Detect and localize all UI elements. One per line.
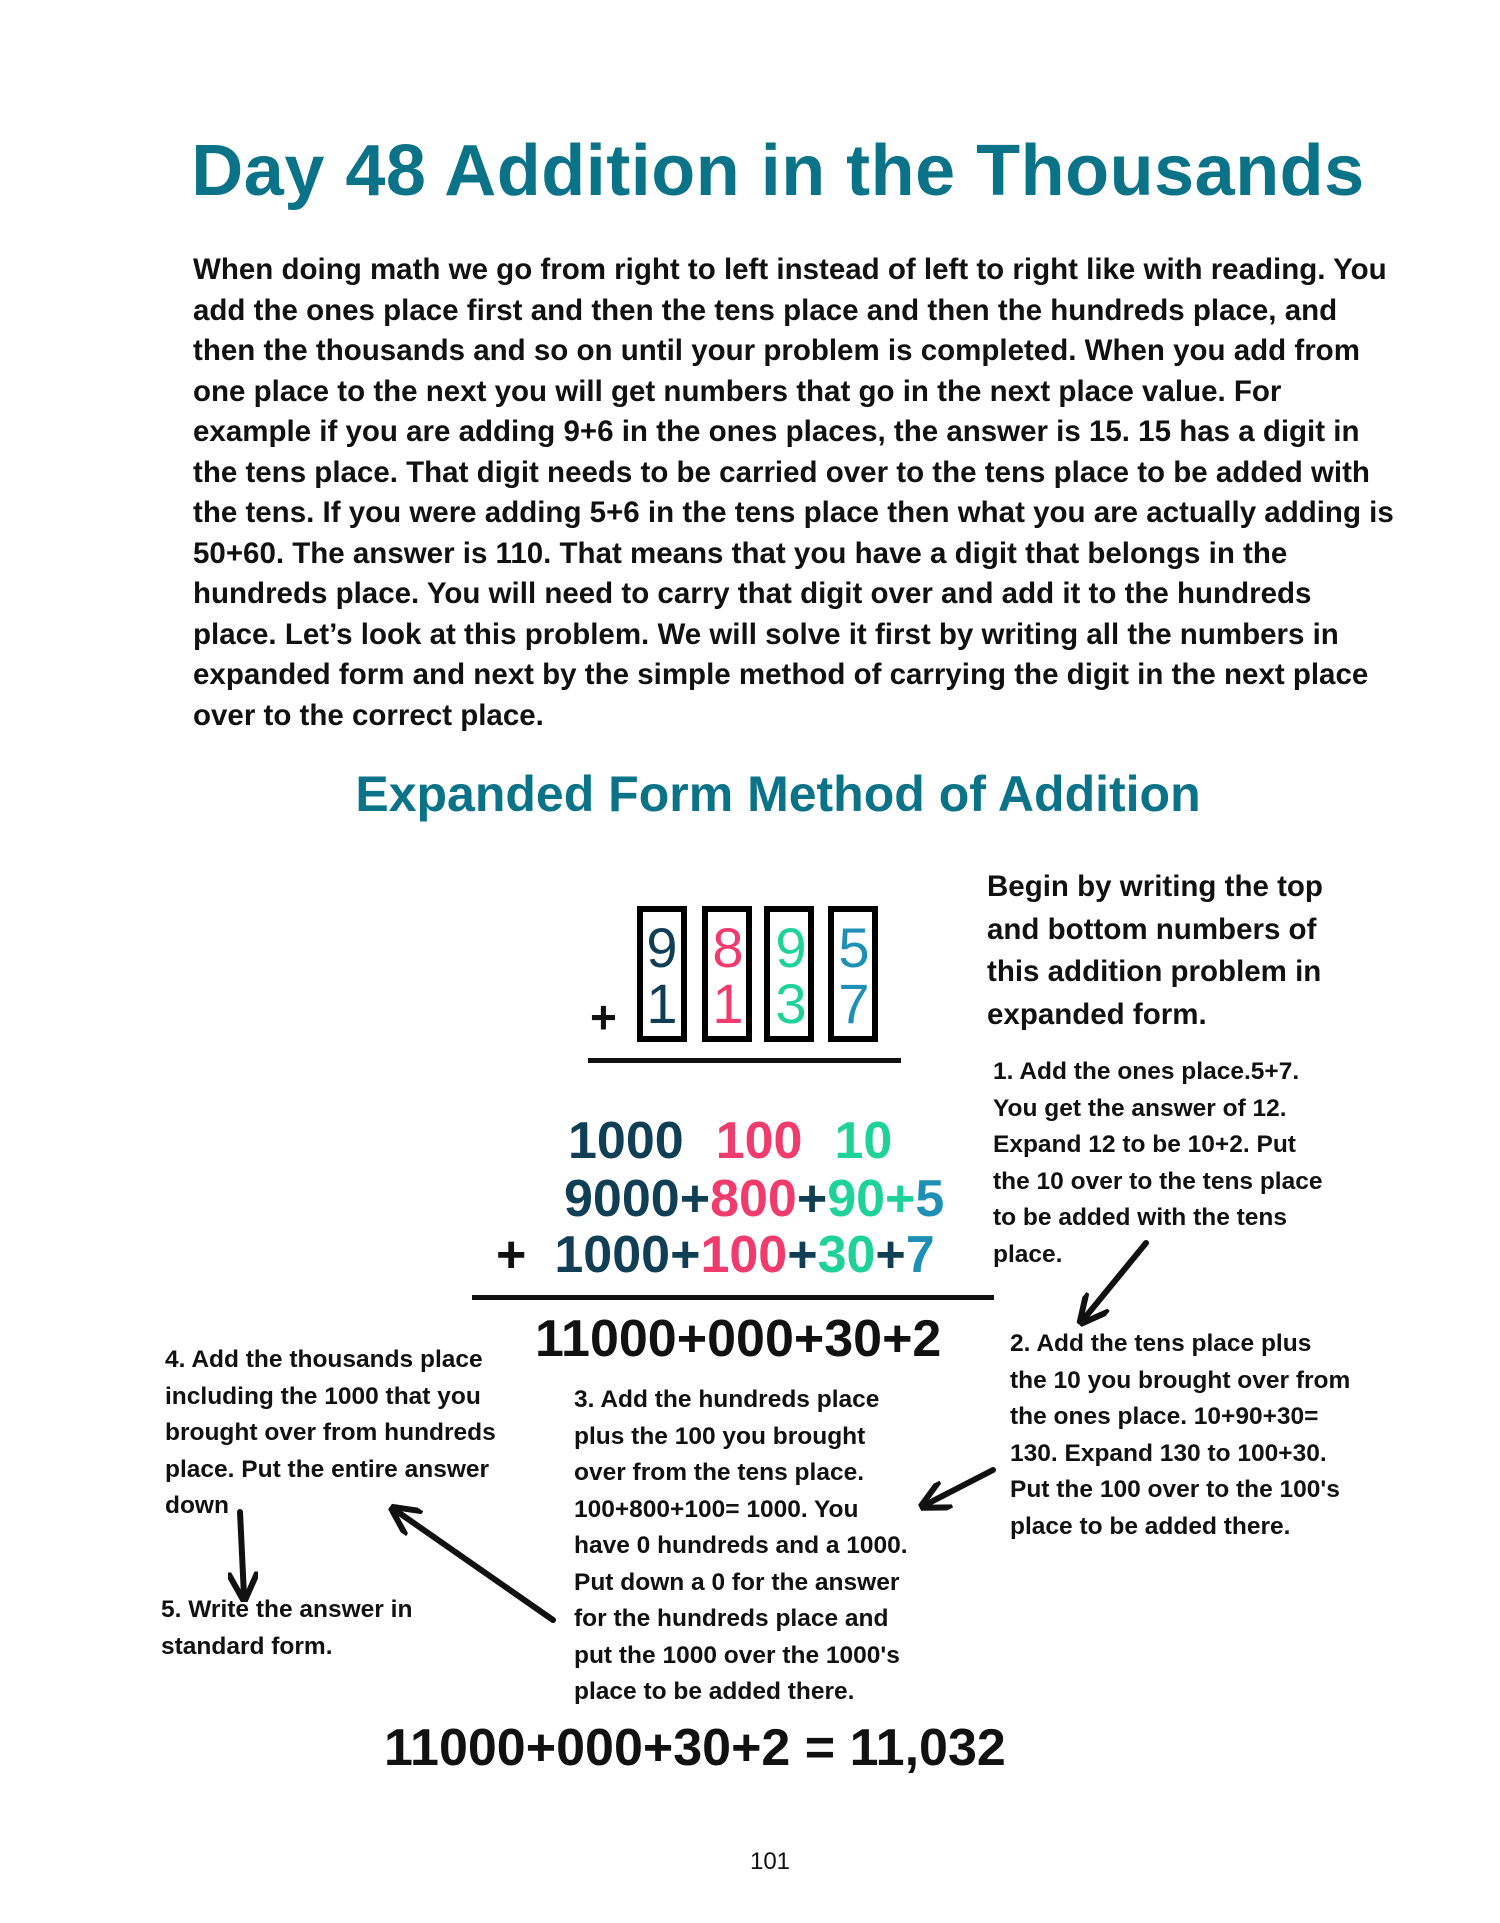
intro-line: then the thousands and so on until your problem is completed. When you add from [193, 334, 1360, 367]
top-digit-ones: 5 [838, 916, 870, 979]
expanded-sum: 11000+000+30+2 [535, 1310, 942, 1368]
sum-rule [472, 1295, 994, 1300]
intro-line: When doing math we go from right to left instead of left to right like with reading. You [193, 253, 1387, 286]
note-line: including the 1000 that you [165, 1382, 481, 1410]
top-digit-thousands: 9 [646, 916, 678, 979]
expanded-top-hundreds: 800 [710, 1170, 797, 1228]
expanded-top-ones: 5 [915, 1170, 945, 1228]
expanded-top-tens: 90 [827, 1170, 886, 1228]
note-line: to be added with the tens [993, 1204, 1288, 1231]
note-line: Begin by writing the top [987, 870, 1323, 903]
note-line: brought over from hundreds [165, 1419, 496, 1446]
expanded-top-thousands: 9000 [564, 1170, 680, 1228]
plus-sign: + [496, 1226, 527, 1284]
note-step-5 [161, 1592, 412, 1665]
page-title: Day 48 Addition in the Thousands [191, 131, 1365, 211]
note-line: 4. Add the thousands place [165, 1346, 483, 1373]
intro-line: the tens place. That digit needs to be carried over to the tens place to be added with [193, 455, 1370, 489]
note-line: over from the tens place. [574, 1459, 865, 1486]
plus-sign: + [787, 1226, 818, 1284]
note-line: the 10 you brought over from [1010, 1366, 1351, 1394]
note-line: 2. Add the tens place plus [1010, 1330, 1312, 1357]
intro-paragraph [193, 250, 1423, 736]
expanded-bottom-hundreds: 100 [700, 1226, 788, 1284]
intro-line: expanded form and next by the simple method of carrying the digit in the next place [193, 658, 1369, 691]
expanded-bottom-tens: 30 [817, 1226, 876, 1284]
page-number: 101 [749, 1848, 791, 1875]
note-line: plus the 100 you brought [574, 1422, 866, 1450]
plus-sign: + [670, 1226, 701, 1284]
plus-sign: + [796, 1170, 828, 1228]
note-line: 1. Add the ones place.5+7. [993, 1058, 1300, 1085]
bottom-digit-tens: 3 [775, 972, 807, 1035]
note-step-1 [993, 1054, 1323, 1273]
note-line: 100+800+100= 1000. You [574, 1495, 859, 1523]
carry-tens: 10 [834, 1112, 893, 1170]
carry-row [568, 1112, 892, 1170]
bottom-digit-ones: 7 [838, 972, 870, 1035]
note-line: place. Put the entire answer [165, 1455, 490, 1483]
plus-sign: + [875, 1226, 906, 1284]
intro-line: add the ones place first and then the tens place and then the hundreds place, and [193, 293, 1338, 327]
problem-rule [588, 1058, 901, 1063]
note-line: the 10 over to the tens place [993, 1167, 1323, 1195]
plus-sign: + [885, 1170, 916, 1228]
plus-sign: + [590, 991, 617, 1043]
intro-line: 50+60. The answer is 110. That means that you have a digit that belongs in the [193, 536, 1288, 570]
note-line: standard form. [161, 1632, 333, 1660]
note-line: 5. Write the answer in [161, 1596, 413, 1623]
note-begin [987, 866, 1323, 1036]
arrow-icon [925, 1470, 993, 1505]
carry-hundreds: 100 [715, 1112, 803, 1170]
note-line: put the 1000 over the 1000's [574, 1641, 900, 1669]
note-line: Put down a 0 for the answer [574, 1568, 900, 1596]
final-answer: 11000+000+30+2 = 11,032 [384, 1719, 1006, 1777]
note-line: Put the 100 over to the 100's [1010, 1476, 1340, 1503]
section-subtitle: Expanded Form Method of Addition [355, 766, 1201, 822]
intro-line: example if you are adding 9+6 in the ones places, the answer is 15. 15 has a digit in [193, 415, 1360, 448]
note-step-4 [165, 1342, 496, 1525]
note-line: 3. Add the hundreds place [574, 1386, 880, 1413]
note-line: and bottom numbers of [987, 912, 1317, 946]
note-step-3 [574, 1382, 908, 1711]
note-line: Expand 12 to be 10+2. Put [993, 1131, 1296, 1158]
expanded-bottom-row [496, 1226, 935, 1284]
intro-line: the tens. If you were adding 5+6 in the tens place then what you are actually adding is [193, 496, 1394, 529]
note-line: this addition problem in [987, 955, 1322, 988]
expanded-top-row [564, 1170, 944, 1228]
intro-line: over to the correct place. [193, 698, 544, 732]
note-line: You get the answer of 12. [993, 1094, 1287, 1122]
note-line: for the hundreds place and [574, 1605, 889, 1632]
expanded-bottom-thousands: 1000 [554, 1226, 671, 1284]
note-line: place to be added there. [1010, 1512, 1291, 1540]
note-line: place. [993, 1240, 1063, 1268]
top-digit-tens: 9 [775, 916, 807, 979]
intro-line: hundreds place. You will need to carry that digit over and add it to the hundreds [193, 577, 1312, 610]
intro-line: one place to the next you will get numbers that go in the next place value. For [193, 374, 1282, 408]
note-line: down [165, 1492, 229, 1519]
expanded-bottom-ones: 7 [905, 1226, 935, 1284]
bottom-digit-hundreds: 1 [712, 972, 744, 1035]
bottom-digit-thousands: 1 [646, 972, 678, 1035]
carry-thousands: 1000 [568, 1112, 684, 1170]
note-line: expanded form. [987, 997, 1207, 1031]
arrow-icon [240, 1512, 244, 1596]
note-step-2 [1010, 1326, 1350, 1545]
top-digit-hundreds: 8 [712, 916, 744, 979]
arrow-icon [395, 1510, 553, 1620]
note-line: place to be added there. [574, 1678, 855, 1705]
plus-sign: + [679, 1170, 711, 1228]
note-line: have 0 hundreds and a 1000. [574, 1532, 908, 1559]
intro-line: place. Let’s look at this problem. We will solve it first by writing all the numbers in [193, 617, 1339, 651]
note-line: 130. Expand 130 to 100+30. [1010, 1439, 1327, 1467]
note-line: the ones place. 10+90+30= [1010, 1403, 1319, 1430]
